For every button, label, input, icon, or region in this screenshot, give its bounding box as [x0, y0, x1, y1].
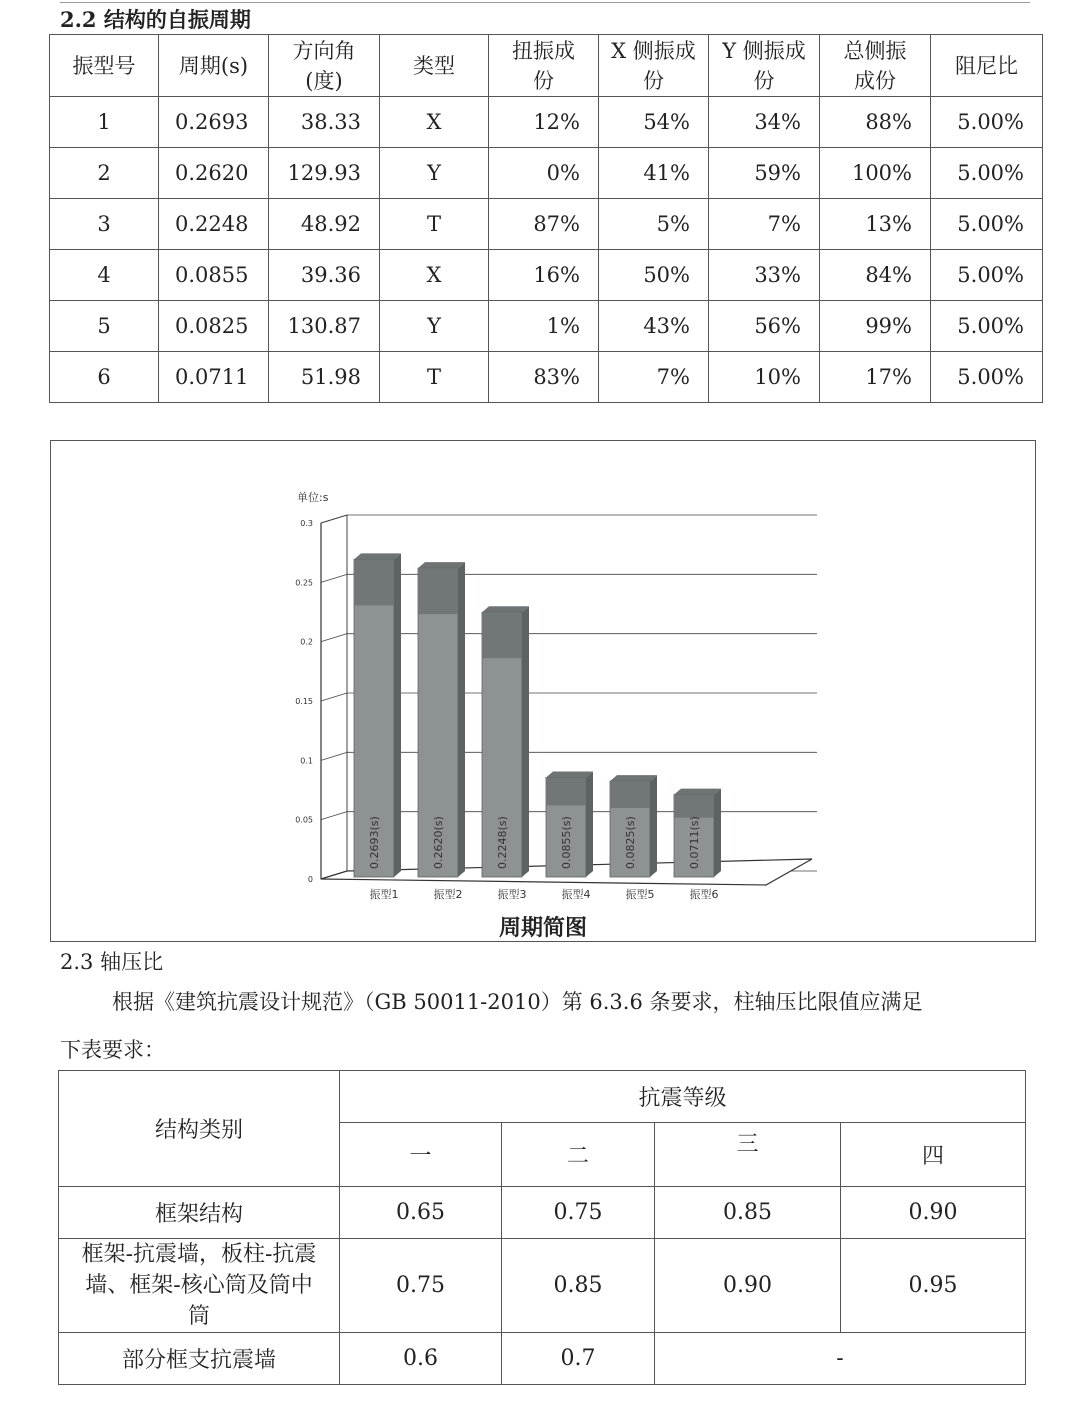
- column-header: 扭振成 份: [489, 35, 599, 97]
- table-cell: 17%: [820, 352, 931, 403]
- table-cell: 5.00%: [931, 352, 1043, 403]
- table-cell: 0.7: [502, 1333, 655, 1385]
- table-cell: 56%: [709, 301, 820, 352]
- data-label: 0.0711(s): [688, 816, 701, 869]
- period-bar-chart: [51, 441, 1037, 943]
- table-cell: 5.00%: [931, 97, 1043, 148]
- table-cell: 84%: [820, 250, 931, 301]
- table-cell-merged: -: [655, 1333, 1026, 1385]
- table-cell: 5: [50, 301, 159, 352]
- table-cell: T: [380, 352, 489, 403]
- data-label: 0.0825(s): [624, 816, 637, 869]
- x-tick-label: 振型3: [497, 888, 527, 901]
- x-tick-label: 振型5: [625, 888, 655, 901]
- column-header: 阻尼比: [931, 35, 1043, 97]
- table-cell: 50%: [599, 250, 709, 301]
- y-tick-label: 0.15: [295, 697, 313, 706]
- x-tick-label: 振型1: [369, 888, 399, 901]
- table-cell: 5.00%: [931, 199, 1043, 250]
- chart-unit-label: 单位:s: [297, 491, 329, 504]
- x-tick-label: 振型2: [433, 888, 463, 901]
- y-tick-label: 0.25: [295, 578, 313, 588]
- table-cell: 43%: [599, 301, 709, 352]
- table-cell: 130.87: [269, 301, 380, 352]
- grade-4: 四: [841, 1123, 1026, 1187]
- row-label-line: 筒: [187, 1304, 210, 1329]
- column-header: 周期(s): [159, 35, 269, 97]
- table-cell: 0.2693: [159, 97, 269, 148]
- row-label: 框架结构: [59, 1187, 340, 1239]
- column-header: 总侧振 成份: [820, 35, 931, 97]
- table-cell: 0.0711: [159, 352, 269, 403]
- table-cell: 0.0825: [159, 301, 269, 352]
- column-header: 振型号: [50, 35, 159, 97]
- column-header: 类型: [380, 35, 489, 97]
- paragraph-line-2: 下表要求：: [60, 1038, 165, 1062]
- bar-side: [714, 789, 721, 877]
- table-cell: 1: [50, 97, 159, 148]
- y-tick-label: 0.05: [295, 815, 313, 825]
- table-cell: 51.98: [269, 352, 380, 403]
- table-cell: 12%: [489, 97, 599, 148]
- table-cell: 83%: [489, 352, 599, 403]
- table-cell: 4: [50, 250, 159, 301]
- axial-ratio-table: [58, 1070, 1026, 1385]
- data-label: 0.2248(s): [496, 816, 509, 869]
- bar-side: [522, 606, 529, 877]
- table-cell: 129.93: [269, 148, 380, 199]
- table-cell: Y: [380, 148, 489, 199]
- table-cell: 33%: [709, 250, 820, 301]
- table-cell: 0.95: [841, 1239, 1026, 1333]
- table-cell: 48.92: [269, 199, 380, 250]
- table-cell: 38.33: [269, 97, 380, 148]
- section-2-2-title: 2.2 结构的自振周期: [60, 7, 251, 32]
- bar-side: [394, 553, 401, 877]
- table-cell: 54%: [599, 97, 709, 148]
- table-cell: 0.85: [502, 1239, 655, 1333]
- top-rule: [60, 2, 1030, 3]
- data-label: 0.2693(s): [368, 816, 381, 869]
- paragraph-line-1: 根据《建筑抗震设计规范》（GB 50011-2010）第 6.3.6 条要求，柱轴压比限值应满足: [112, 990, 923, 1014]
- y-tick-label: 0.3: [300, 519, 313, 528]
- table-cell: 0.85: [655, 1187, 841, 1239]
- table-cell: 1%: [489, 301, 599, 352]
- table-cell: 0%: [489, 148, 599, 199]
- bar-top: [418, 562, 465, 568]
- table-row: [50, 97, 1043, 148]
- row-label-line: 框架-抗震墙，板柱-抗震: [81, 1242, 317, 1267]
- table-cell: 0.65: [340, 1187, 502, 1239]
- table-cell: 5.00%: [931, 301, 1043, 352]
- y-tick-label: 0.2: [300, 637, 313, 647]
- bar-side: [650, 775, 657, 877]
- table-cell: 7%: [599, 352, 709, 403]
- table-cell: 2: [50, 148, 159, 199]
- table-cell: 7%: [709, 199, 820, 250]
- bar-top: [482, 606, 529, 612]
- table-row: [50, 352, 1043, 403]
- table-cell: Y: [380, 301, 489, 352]
- table-cell: 0.2248: [159, 199, 269, 250]
- table-cell: T: [380, 199, 489, 250]
- data-label: 0.2620(s): [432, 816, 445, 869]
- bar-cap: [674, 795, 714, 818]
- bar-top: [354, 553, 401, 559]
- grade-3: 三: [655, 1123, 841, 1187]
- period-chart: [50, 440, 1036, 942]
- bar-cap: [610, 781, 650, 808]
- bar-cap: [482, 612, 522, 658]
- table-cell: 59%: [709, 148, 820, 199]
- seismic-grade-header: 抗震等级: [340, 1071, 1026, 1123]
- grade-2: 二: [502, 1123, 655, 1187]
- table-cell: 16%: [489, 250, 599, 301]
- table-cell: 0.0855: [159, 250, 269, 301]
- table-row: [50, 301, 1043, 352]
- table-cell: 39.36: [269, 250, 380, 301]
- row-label-line: 墙、框架-核心筒及筒中: [85, 1273, 313, 1298]
- table-cell: 0.75: [340, 1239, 502, 1333]
- table-cell: X: [380, 97, 489, 148]
- x-tick-label: 振型6: [689, 888, 719, 901]
- column-header: Y 侧振成 份: [709, 35, 820, 97]
- bar-side: [586, 772, 593, 877]
- table-cell: 0.6: [340, 1333, 502, 1385]
- column-header: 方向角 (度): [269, 35, 380, 97]
- table-cell: 0.90: [841, 1187, 1026, 1239]
- table-row: [50, 199, 1043, 250]
- table-row: [50, 250, 1043, 301]
- row-label: [59, 1239, 340, 1333]
- table-cell: 88%: [820, 97, 931, 148]
- bar-top: [610, 775, 657, 781]
- table-cell: 0.2620: [159, 148, 269, 199]
- section-2-3-title: 2.3 轴压比: [60, 950, 164, 974]
- table-cell: 0.75: [502, 1187, 655, 1239]
- bar-cap: [354, 559, 394, 605]
- bar-top: [674, 789, 721, 795]
- chart-title: 周期简图: [498, 916, 587, 941]
- table-cell: 6: [50, 352, 159, 403]
- y-tick-label: 0: [307, 875, 313, 884]
- table-cell: 3: [50, 199, 159, 250]
- data-label: 0.0855(s): [560, 816, 573, 869]
- table-cell: 5%: [599, 199, 709, 250]
- x-tick-label: 振型4: [561, 888, 591, 901]
- period-table: [49, 34, 1043, 403]
- row-label: 部分框支抗震墙: [59, 1333, 340, 1385]
- y-tick-label: 0.1: [300, 756, 313, 766]
- table-cell: 41%: [599, 148, 709, 199]
- table-cell: 100%: [820, 148, 931, 199]
- table-cell: 10%: [709, 352, 820, 403]
- structure-type-header: 结构类别: [59, 1071, 340, 1187]
- bar-side: [458, 562, 465, 877]
- bar-top: [546, 772, 593, 778]
- table-row: [50, 148, 1043, 199]
- grade-1: 一: [340, 1123, 502, 1187]
- table-cell: 87%: [489, 199, 599, 250]
- table-cell: 5.00%: [931, 250, 1043, 301]
- table-cell: 99%: [820, 301, 931, 352]
- bar-cap: [546, 778, 586, 806]
- table-cell: 34%: [709, 97, 820, 148]
- table-cell: 5.00%: [931, 148, 1043, 199]
- table-cell: X: [380, 250, 489, 301]
- bar-cap: [418, 568, 458, 614]
- column-header: X 侧振成 份: [599, 35, 709, 97]
- table-cell: 0.90: [655, 1239, 841, 1333]
- table-cell: 13%: [820, 199, 931, 250]
